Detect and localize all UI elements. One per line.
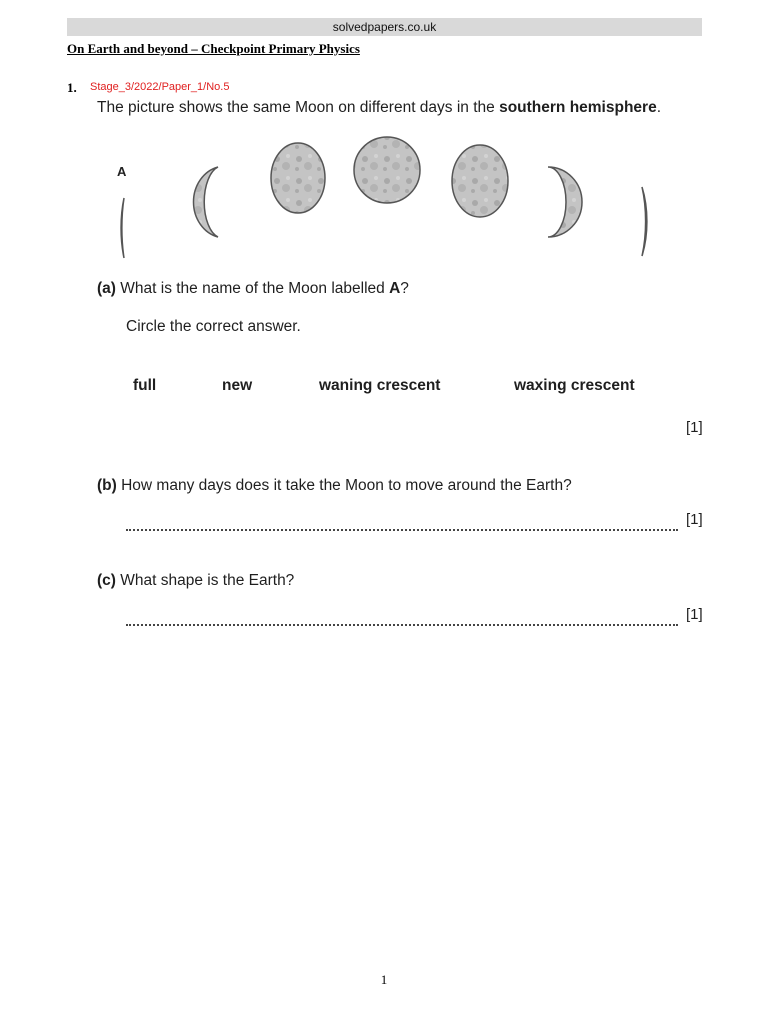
- page-number: 1: [380, 972, 388, 987]
- part-b-label: (b): [97, 477, 117, 494]
- moon-phase-6: [548, 167, 582, 237]
- moon-phase-3: [271, 143, 325, 213]
- part-a-emphasis: A: [389, 280, 401, 297]
- document-title: On Earth and beyond – Checkpoint Primary Physics: [67, 41, 360, 56]
- moon-label-a: A: [117, 164, 127, 179]
- moon-phase-4: [354, 137, 420, 203]
- moon-phase-5: [452, 145, 508, 217]
- question-reference: Stage_3/2022/Paper_1/No.5: [90, 81, 230, 93]
- stem-emphasis: southern hemisphere: [499, 99, 657, 116]
- answer-option-waning-crescent[interactable]: waning crescent: [319, 377, 441, 394]
- question-stem: [97, 99, 661, 117]
- part-c-answer-line[interactable]: [126, 624, 678, 626]
- moon-phase-1: [121, 198, 124, 258]
- part-c-text: What shape is the Earth?: [120, 572, 295, 589]
- part-c-marks: [1]: [686, 606, 703, 623]
- part-a-label: (a): [97, 280, 116, 297]
- answer-option-waxing-crescent[interactable]: waxing crescent: [514, 377, 635, 394]
- question-number: 1.: [67, 80, 77, 95]
- part-b-text: How many days does it take the Moon to move around the Earth?: [121, 477, 572, 494]
- part-c-label: (c): [97, 572, 116, 589]
- moon-phases-figure: [95, 130, 685, 265]
- part-a-text: What is the name of the Moon labelled: [120, 280, 390, 297]
- part-b-question: [97, 477, 572, 495]
- part-b-marks: [1]: [686, 511, 703, 528]
- part-a-marks: [1]: [686, 419, 703, 436]
- answer-option-new[interactable]: new: [222, 377, 253, 394]
- part-c-question: [97, 572, 294, 590]
- part-a-question: [97, 280, 409, 298]
- stem-end: .: [656, 99, 662, 116]
- moon-phase-2: [193, 167, 218, 237]
- site-banner: solvedpapers.co.uk: [67, 18, 702, 36]
- part-b-answer-line[interactable]: [126, 529, 678, 531]
- answer-option-full[interactable]: full: [133, 377, 157, 394]
- stem-text: The picture shows the same Moon on different days in the: [97, 99, 500, 116]
- part-a-instruction: Circle the correct answer.: [126, 318, 301, 335]
- moon-phase-7: [642, 187, 647, 256]
- part-a-end: ?: [400, 280, 409, 297]
